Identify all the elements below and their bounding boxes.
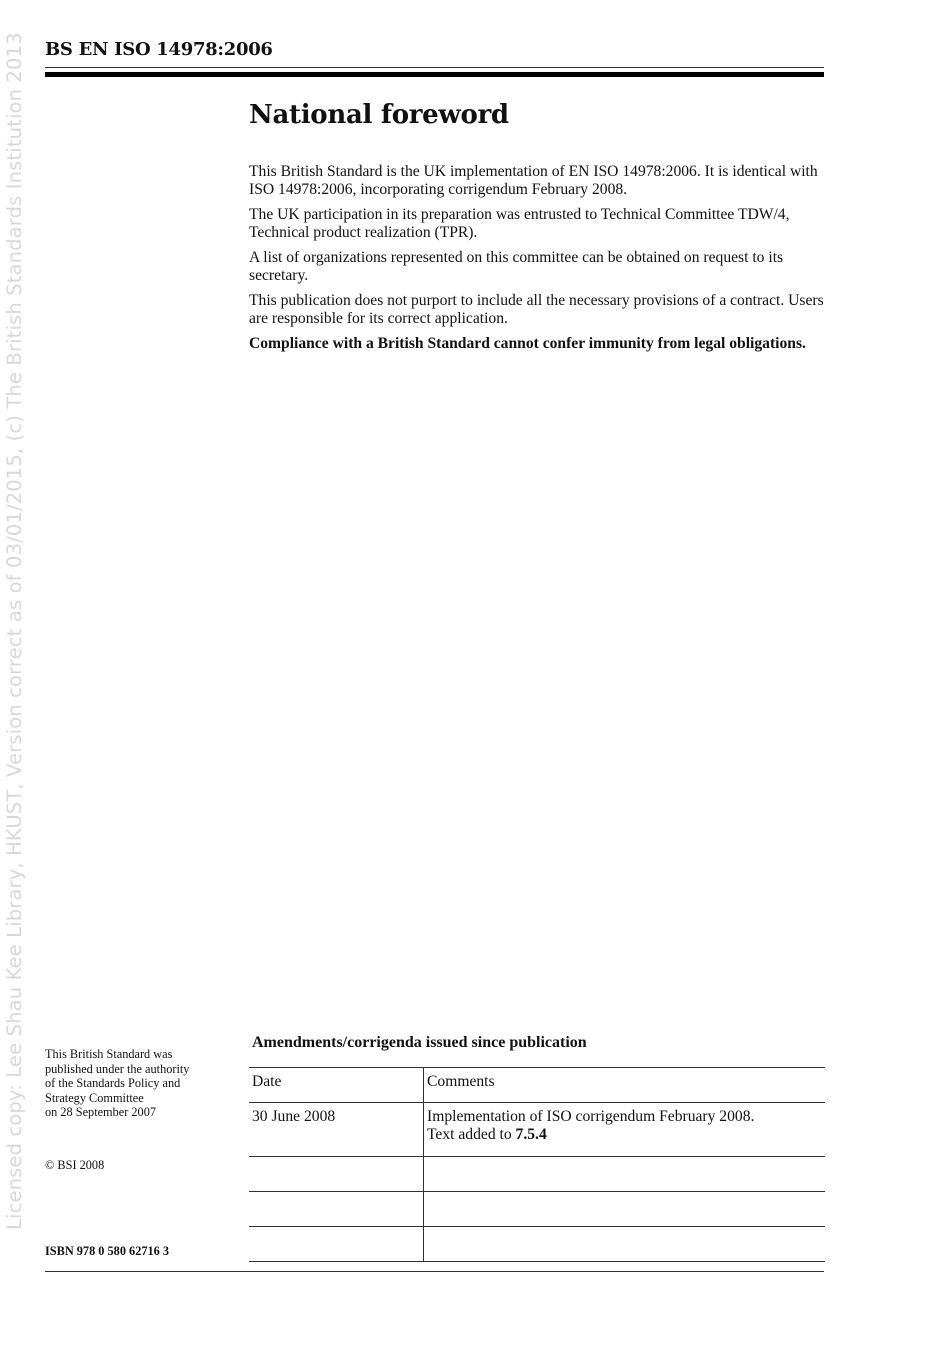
empty-cell (424, 1227, 826, 1262)
amendment-date: 30 June 2008 (249, 1103, 424, 1157)
foreword-body (249, 163, 829, 361)
empty-cell (249, 1157, 424, 1192)
column-header-comments: Comments (424, 1068, 826, 1103)
table-row (249, 1103, 825, 1157)
empty-cell (424, 1192, 826, 1227)
empty-cell (249, 1227, 424, 1262)
table-row-empty (249, 1192, 825, 1227)
amendment-comment-line2: Text added to (427, 1125, 516, 1143)
column-header-date: Date (249, 1068, 424, 1103)
clause-reference: 7.5.4 (515, 1125, 547, 1143)
empty-cell (424, 1157, 826, 1192)
license-watermark: Licensed copy: Lee Shau Kee Library, HKUST, Version correct as of 03/01/2015, (c) The British Standards Institution 2013 (3, 32, 26, 1230)
amendment-comment (424, 1103, 826, 1157)
document-code: BS EN ISO 14978:2006 (45, 39, 273, 60)
empty-cell (249, 1192, 424, 1227)
page-title: National foreword (249, 100, 509, 130)
publication-authority-note: This British Standard was published under the authority of the Standards Policy and Strategy Committee on 28 September 2007 (45, 1047, 190, 1119)
isbn: ISBN 978 0 580 62716 3 (45, 1244, 170, 1258)
header-rule-thin (45, 67, 824, 68)
amendments-heading: Amendments/corrigenda issued since publication (252, 1034, 587, 1051)
amendment-comment-line1: Implementation of ISO corrigendum February 2008. (427, 1108, 755, 1125)
compliance-statement: Compliance with a British Standard cannot confer immunity from legal obligations. (249, 335, 806, 352)
foreword-paragraph: A list of organizations represented on this committee can be obtained on request to its secretary. (249, 249, 784, 284)
header-rule-thick (45, 72, 824, 77)
foreword-paragraph: The UK participation in its preparation was entrusted to Technical Committee TDW/4, Technical product realization (TPR). (249, 206, 790, 241)
footer-rule (45, 1271, 824, 1272)
table-row-empty (249, 1157, 825, 1192)
table-header-row (249, 1068, 825, 1103)
foreword-paragraph: This British Standard is the UK implementation of EN ISO 14978:2006. It is identical with ISO 14978:2006, incorporating corrigendum February 2008. (249, 163, 818, 198)
amendments-table (249, 1067, 825, 1262)
copyright-notice: © BSI 2008 (45, 1158, 105, 1172)
foreword-paragraph: This publication does not purport to include all the necessary provisions of a contract. Users are responsible for its correct application. (249, 292, 824, 327)
table-row-empty (249, 1227, 825, 1262)
